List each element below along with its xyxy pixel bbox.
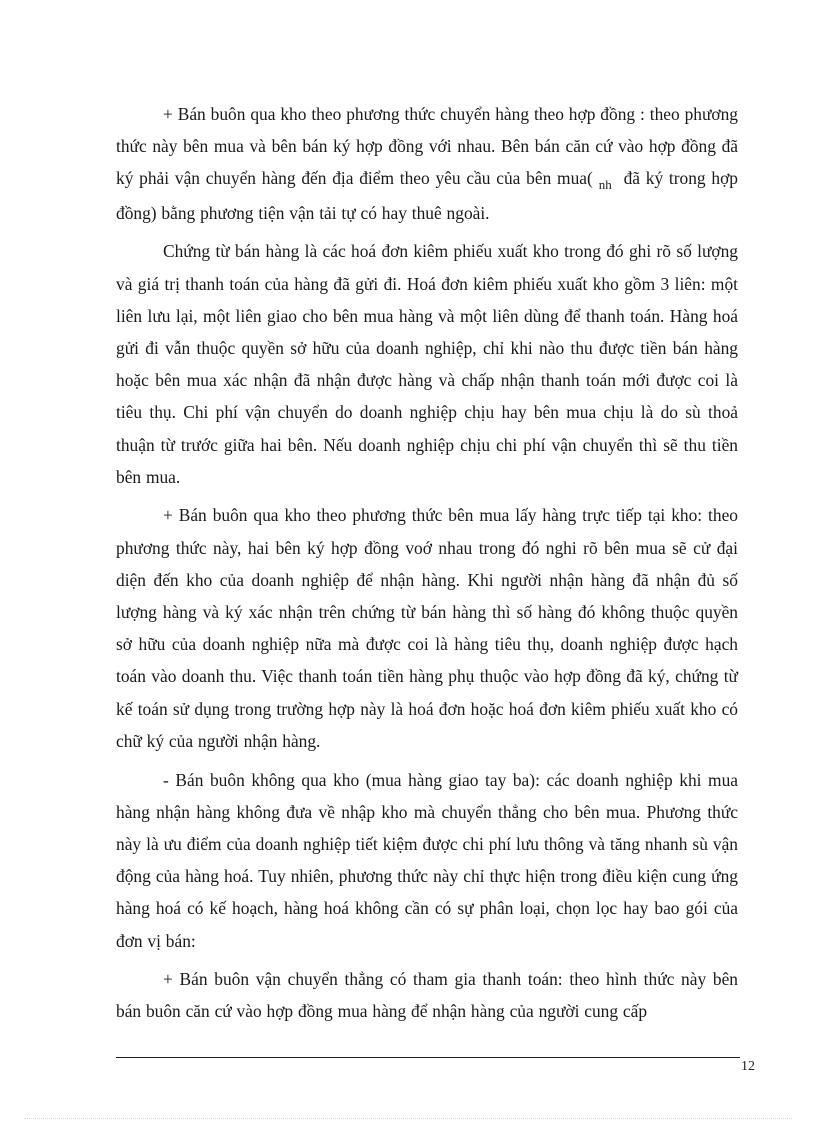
paragraph-wholesale-contract-delivery [116,98,738,229]
paragraph-wholesale-direct-pickup: + Bán buôn qua kho theo phương thức bên mua lấy hàng trực tiếp tại kho: theo phương thức này, hai bên ký hợp đồng voớ nhau trong đó nghi rõ bên mua sẽ cử đại diện đến kho của doanh nghiệp để nhận hàng. Khi người nhận hàng đã nhận đủ số lượng hàng và ký xác nhận trên chứng từ bán hàng thì số hàng đó không thuộc quyền sở hữu của doanh nghiệp nữa mà được coi là hàng tiêu thụ, doanh nghiệp được hạch toán vào doanh thu. Việc thanh toán tiền hàng phụ thuộc vào hợp đồng đã ký, chứng từ kế toán sử dụng trong trường hợp này là hoá đơn hoặc hoá đơn kiêm phiếu xuất kho có chữ ký của người nhận hàng. [116,505,738,751]
paragraph-text: + Bán buôn qua kho theo phương thức chuyển hàng theo hợp đồng : theo phương thức này bên mua và bên bán ký hợp đồng với nhau. Bên bán căn cứ vào hợp đồng đã ký phải vận chuyển hàng đến địa điểm theo yêu cầu của bên mua( [116,104,738,189]
page-bottom-dotted-edge [24,1118,792,1119]
paragraph-direct-shipment-payment: + Bán buôn vận chuyển thẳng có tham gia thanh toán: theo hình thức này bên bán buôn căn cứ vào hợp đồng mua hàng để nhận hàng của người cung cấp [116,969,738,1022]
page-number: 12 [741,1059,755,1074]
paragraph-text: đã ký trong hợp đồng) bằng phương tiện vận tải tự có hay thuê ngoài. [116,168,738,223]
footer-divider [116,1057,740,1058]
stray-subscript-text: nh [598,177,612,193]
paragraph-sales-documents: Chứng từ bán hàng là các hoá đơn kiêm phiếu xuất kho trong đó ghi rõ số lượng và giá trị thanh toán của hàng đã gửi đi. Hoá đơn kiêm phiếu xuất kho gồm 3 liên: một liên lưu lại, một liên giao cho bên mua hàng và một liên dùng để thanh toán. Hàng hoá gửi đi vẫn thuộc quyền sở hữu của doanh nghiệp, chỉ khi nào thu được tiền bán hàng hoặc bên mua xác nhận đã nhận được hàng và chấp nhận thanh toán mới được coi là tiêu thụ. Chi phí vận chuyển do doanh nghiệp chịu hay bên mua chịu là do sù thoả thuận từ trước giữa hai bên. Nếu doanh nghiệp chịu chi phí vận chuyển thì sẽ thu tiền bên mua. [116,241,738,487]
paragraph-wholesale-without-warehouse: - Bán buôn không qua kho (mua hàng giao tay ba): các doanh nghiệp khi mua hàng nhận hàng không đưa về nhập kho mà chuyển thẳng cho bên mua. Phương thức này là ưu điểm của doanh nghiệp tiết kiệm được chi phí lưu thông và tăng nhanh sù vận động của hàng hoá. Tuy nhiên, phương thức này chỉ thực hiện trong điều kiện cung ứng hàng hoá có kế hoạch, hàng hoá không cần có sự phân loại, chọn lọc hay bao gói của đơn vị bán: [116,769,738,951]
page-body [116,98,738,1028]
